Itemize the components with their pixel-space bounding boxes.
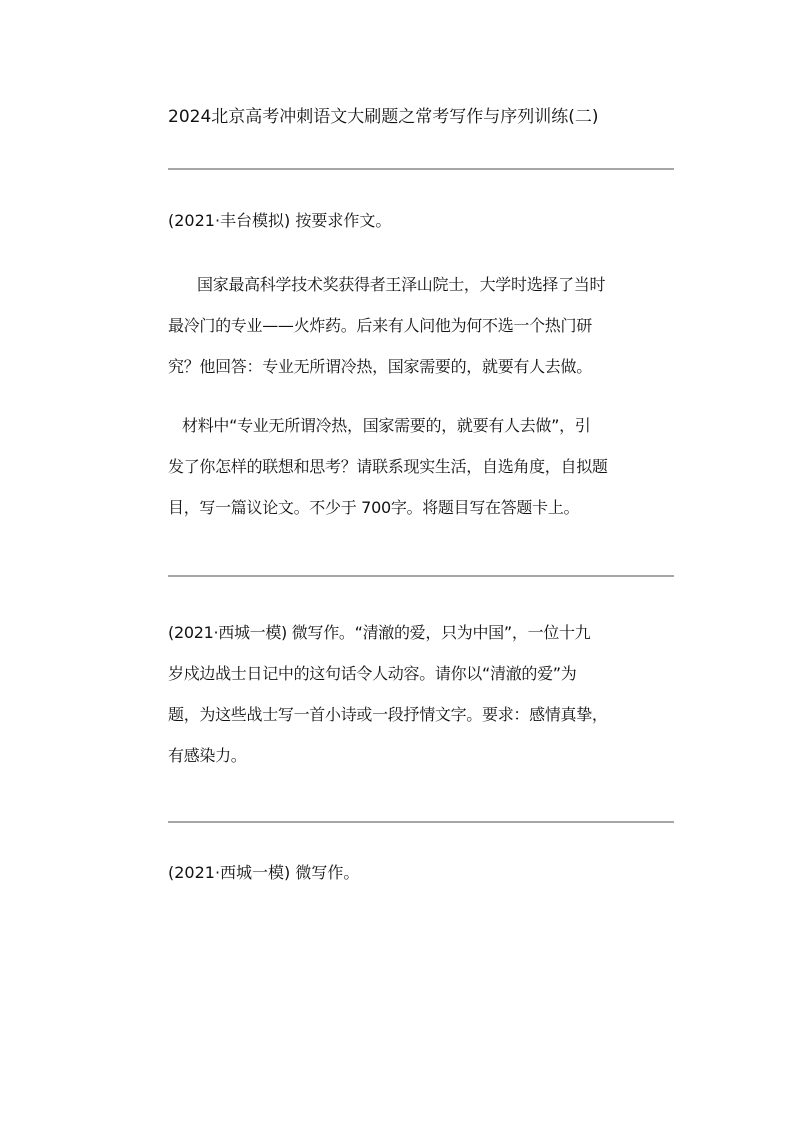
question-1-instruction: 按要求作文。: [295, 211, 392, 230]
question-2-text-line: 题，为这些战士写一首小诗或一段抒情文字。要求：感情真挚，: [168, 705, 608, 724]
prompt-line: 目，写一篇议论文。不少于 700字。将题目写在答题卡上。: [168, 498, 580, 517]
material-line: 究？他回答：专业无所谓冷热，国家需要的，就要有人去做。: [168, 357, 592, 376]
question-2-first-line: [168, 612, 674, 653]
divider-line: [168, 575, 674, 577]
prompt-line: 材料中“专业无所谓冷热，国家需要的，就要有人去做”，引: [182, 416, 591, 435]
document-title: 2024北京高考冲刺语文大刷题之常考写作与序列训练(二): [168, 107, 599, 127]
question-3-instruction: 微写作。: [295, 863, 360, 882]
question-1-prompt: [168, 405, 674, 528]
question-2-text-line: 有感染力。: [168, 746, 247, 765]
question-1-source: (2021·丰台模拟): [168, 211, 291, 230]
question-2-body: [168, 612, 674, 776]
question-2-text-line: 岁戍边战士日记中的这句话令人动容。请你以“清澈的爱”为: [168, 664, 577, 683]
divider-line: [168, 168, 674, 170]
question-3-header: [168, 860, 674, 886]
material-line: 最冷门的专业——火炸药。后来有人问他为何不选一个热门研: [168, 316, 592, 335]
question-1-material: [168, 264, 674, 387]
divider-line: [168, 821, 674, 823]
question-2-text-line: 微写作。“清澈的爱，只为中国”，一位十九: [291, 623, 591, 642]
prompt-line: 发了你怎样的联想和思考？请联系现实生活，自选角度，自拟题: [168, 457, 608, 476]
question-2-source: (2021·西城一模): [168, 623, 287, 642]
question-3-source: (2021·西城一模): [168, 863, 291, 882]
question-1-header: [168, 208, 674, 234]
material-line: 国家最高科学技术奖获得者王泽山院士，大学时选择了当时: [197, 275, 606, 294]
